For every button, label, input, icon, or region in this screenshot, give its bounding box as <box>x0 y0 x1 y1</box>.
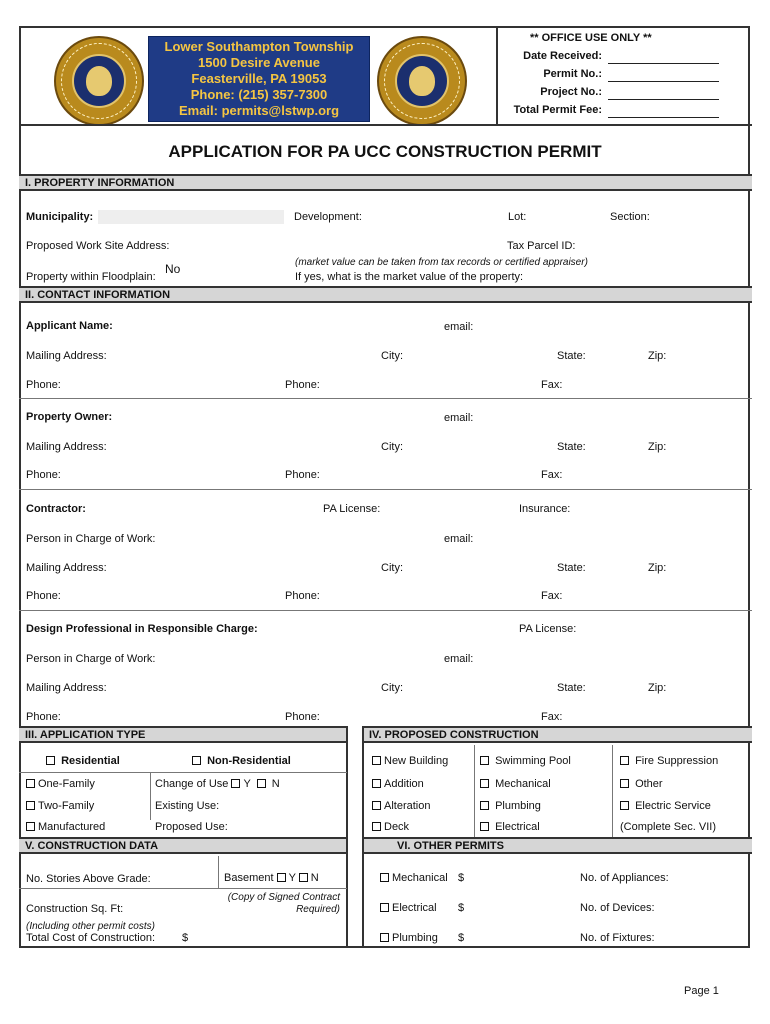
project-no-label: Project No.: <box>540 86 602 98</box>
residential-checkbox[interactable] <box>46 755 120 767</box>
basement-label: Basement Y N <box>224 872 319 884</box>
stories-label: No. Stories Above Grade: <box>26 873 151 885</box>
contractor-email-label: email: <box>444 533 474 545</box>
one-family-label: One-Family <box>38 778 95 790</box>
date-received-label: Date Received: <box>523 50 602 62</box>
electrical-dollar: $ <box>458 902 465 914</box>
change-of-use-label: Change of Use Y N <box>155 778 280 790</box>
divider <box>218 856 219 888</box>
municipality-label: Municipality: <box>26 211 94 223</box>
permit-no-field[interactable] <box>608 81 719 82</box>
design-phone2-label: Phone: <box>285 711 320 723</box>
owner-state-label: State: <box>557 441 586 453</box>
applicant-city-label: City: <box>381 350 403 362</box>
section-proposed-construction: IV. PROPOSED CONSTRUCTION <box>363 726 752 743</box>
design-zip-label: Zip: <box>648 682 667 694</box>
office-use-title: ** OFFICE USE ONLY ** <box>530 32 652 44</box>
divider <box>19 610 752 611</box>
two-family-checkbox[interactable] <box>26 800 94 812</box>
two-family-label: Two-Family <box>38 800 95 812</box>
applicant-email-label: email: <box>444 321 474 333</box>
org-city: Feasterville, PA 19053 <box>191 71 327 86</box>
office-divider <box>496 26 498 125</box>
including-costs-note: (Including other permit costs) <box>26 921 155 932</box>
municipality-field[interactable] <box>98 210 284 224</box>
divider <box>19 772 347 773</box>
total-fee-label: Total Permit Fee: <box>513 104 602 116</box>
other-mechanical-checkbox[interactable]: Mechanical <box>380 872 448 884</box>
new-building-checkbox[interactable]: New Building <box>372 755 448 767</box>
banner-text <box>149 39 369 119</box>
divider <box>19 489 752 490</box>
lot-label: Lot: <box>508 211 527 223</box>
applicant-fax-label: Fax: <box>541 379 563 391</box>
column-divider-left <box>346 837 348 948</box>
project-no-field[interactable] <box>608 99 719 100</box>
applicant-state-label: State: <box>557 350 586 362</box>
section-label: Section: <box>610 211 650 223</box>
contractor-state-label: State: <box>557 562 586 574</box>
plumbing-dollar: $ <box>458 932 465 944</box>
contractor-phone-label: Phone: <box>26 590 61 602</box>
owner-phone-label: Phone: <box>26 469 61 481</box>
contractor-insurance-label: Insurance: <box>519 503 571 515</box>
manufactured-label: Manufactured <box>38 821 106 833</box>
design-mailing-label: Mailing Address: <box>26 682 107 694</box>
other-plumbing-checkbox[interactable]: Plumbing <box>380 932 438 944</box>
change-no-checkbox[interactable] <box>257 779 266 788</box>
residential-label: Residential <box>61 755 120 767</box>
applicant-phone2-label: Phone: <box>285 379 320 391</box>
complete-sec-note: (Complete Sec. VII) <box>620 821 716 833</box>
divider <box>19 888 347 889</box>
total-fee-field[interactable] <box>608 117 719 118</box>
township-seal-right <box>377 36 467 126</box>
permit-no-label: Permit No.: <box>543 68 602 80</box>
signed-contract-note: (Copy of Signed Contract Required) <box>227 892 340 915</box>
swimming-pool-checkbox[interactable]: Swimming Pool <box>480 755 571 767</box>
design-city-label: City: <box>381 682 403 694</box>
design-license-label: PA License: <box>519 623 577 635</box>
contractor-zip-label: Zip: <box>648 562 667 574</box>
electric-service-checkbox[interactable]: Electric Service <box>620 800 711 812</box>
header-divider <box>19 124 752 126</box>
column-divider-right <box>362 726 364 839</box>
contractor-fax-label: Fax: <box>541 590 563 602</box>
contractor-person-label: Person in Charge of Work: <box>26 533 156 545</box>
divider <box>612 745 613 839</box>
electrical-checkbox[interactable]: Electrical <box>480 821 540 833</box>
proposed-use-label: Proposed Use: <box>155 821 228 833</box>
sqft-label: Construction Sq. Ft: <box>26 903 124 915</box>
divider <box>150 772 151 820</box>
document-title: APPLICATION FOR PA UCC CONSTRUCTION PERMIT <box>168 142 602 161</box>
fire-suppression-checkbox[interactable]: Fire Suppression <box>620 755 718 767</box>
nonresidential-checkbox[interactable] <box>192 755 291 767</box>
section-construction-data: V. CONSTRUCTION DATA <box>19 837 347 854</box>
mechanical-checkbox[interactable]: Mechanical <box>480 778 551 790</box>
section-contact-info: II. CONTACT INFORMATION <box>19 286 752 303</box>
manufactured-checkbox[interactable] <box>26 821 105 833</box>
column-divider-left <box>346 726 348 839</box>
basement-no-checkbox[interactable] <box>299 873 308 882</box>
owner-email-label: email: <box>444 412 474 424</box>
plumbing-checkbox[interactable]: Plumbing <box>480 800 541 812</box>
design-phone-label: Phone: <box>26 711 61 723</box>
appliances-label: No. of Appliances: <box>580 872 669 884</box>
total-cost-dollar: $ <box>182 932 189 944</box>
market-value-label: If yes, what is the market value of the property: <box>295 271 524 283</box>
owner-city-label: City: <box>381 441 403 453</box>
applicant-name-label: Applicant Name: <box>26 320 113 332</box>
floodplain-select[interactable]: No <box>165 262 181 276</box>
change-yes-checkbox[interactable] <box>231 779 240 788</box>
township-seal-left <box>54 36 144 126</box>
owner-fax-label: Fax: <box>541 469 563 481</box>
deck-checkbox[interactable]: Deck <box>372 821 409 833</box>
owner-label: Property Owner: <box>26 411 113 423</box>
fixtures-label: No. of Fixtures: <box>580 932 655 944</box>
turkey-icon <box>409 66 435 96</box>
org-email: Email: permits@lstwp.org <box>178 103 340 118</box>
design-fax-label: Fax: <box>541 711 563 723</box>
applicant-phone-label: Phone: <box>26 379 61 391</box>
design-professional-label: Design Professional in Responsible Charge: <box>26 623 258 635</box>
org-name: Lower Southampton Township <box>164 39 354 54</box>
column-divider-right <box>362 837 364 948</box>
divider <box>19 398 752 399</box>
design-email-label: email: <box>444 653 474 665</box>
addition-checkbox[interactable]: Addition <box>372 778 424 790</box>
total-cost-label: Total Cost of Construction: <box>26 932 156 944</box>
owner-zip-label: Zip: <box>648 441 667 453</box>
devices-label: No. of Devices: <box>580 902 655 914</box>
development-label: Development: <box>294 211 362 223</box>
other-checkbox[interactable]: Other <box>620 778 663 790</box>
section-property-info: I. PROPERTY INFORMATION <box>19 174 752 191</box>
turkey-icon <box>86 66 112 96</box>
other-electrical-checkbox[interactable]: Electrical <box>380 902 437 914</box>
market-value-note: (market value can be taken from tax records or certified appraiser) <box>295 257 588 268</box>
existing-use-label: Existing Use: <box>155 800 220 812</box>
mechanical-dollar: $ <box>458 872 465 884</box>
page-number: Page 1 <box>684 985 719 997</box>
contractor-mailing-label: Mailing Address: <box>26 562 107 574</box>
work-site-address-label: Proposed Work Site Address: <box>26 240 170 252</box>
floodplain-label: Property within Floodplain: <box>26 271 156 283</box>
owner-mailing-label: Mailing Address: <box>26 441 107 453</box>
applicant-zip-label: Zip: <box>648 350 667 362</box>
org-address: 1500 Desire Avenue <box>198 55 320 70</box>
one-family-checkbox[interactable] <box>26 778 95 790</box>
divider <box>474 745 475 839</box>
nonresidential-label: Non-Residential <box>207 755 291 767</box>
design-person-label: Person in Charge of Work: <box>26 653 156 665</box>
applicant-mailing-label: Mailing Address: <box>26 350 107 362</box>
org-phone: Phone: (215) 357-7300 <box>190 87 328 102</box>
design-state-label: State: <box>557 682 586 694</box>
date-received-field[interactable] <box>608 63 719 64</box>
tax-parcel-label: Tax Parcel ID: <box>507 240 576 252</box>
contractor-city-label: City: <box>381 562 403 574</box>
contractor-license-label: PA License: <box>323 503 381 515</box>
section-application-type: III. APPLICATION TYPE <box>19 726 347 743</box>
contractor-label: Contractor: <box>26 503 86 515</box>
contractor-phone2-label: Phone: <box>285 590 320 602</box>
township-info-banner <box>148 36 370 122</box>
owner-phone2-label: Phone: <box>285 469 320 481</box>
basement-yes-checkbox[interactable] <box>277 873 286 882</box>
section-other-permits: VI. OTHER PERMITS <box>363 837 752 854</box>
alteration-checkbox[interactable]: Alteration <box>372 800 430 812</box>
